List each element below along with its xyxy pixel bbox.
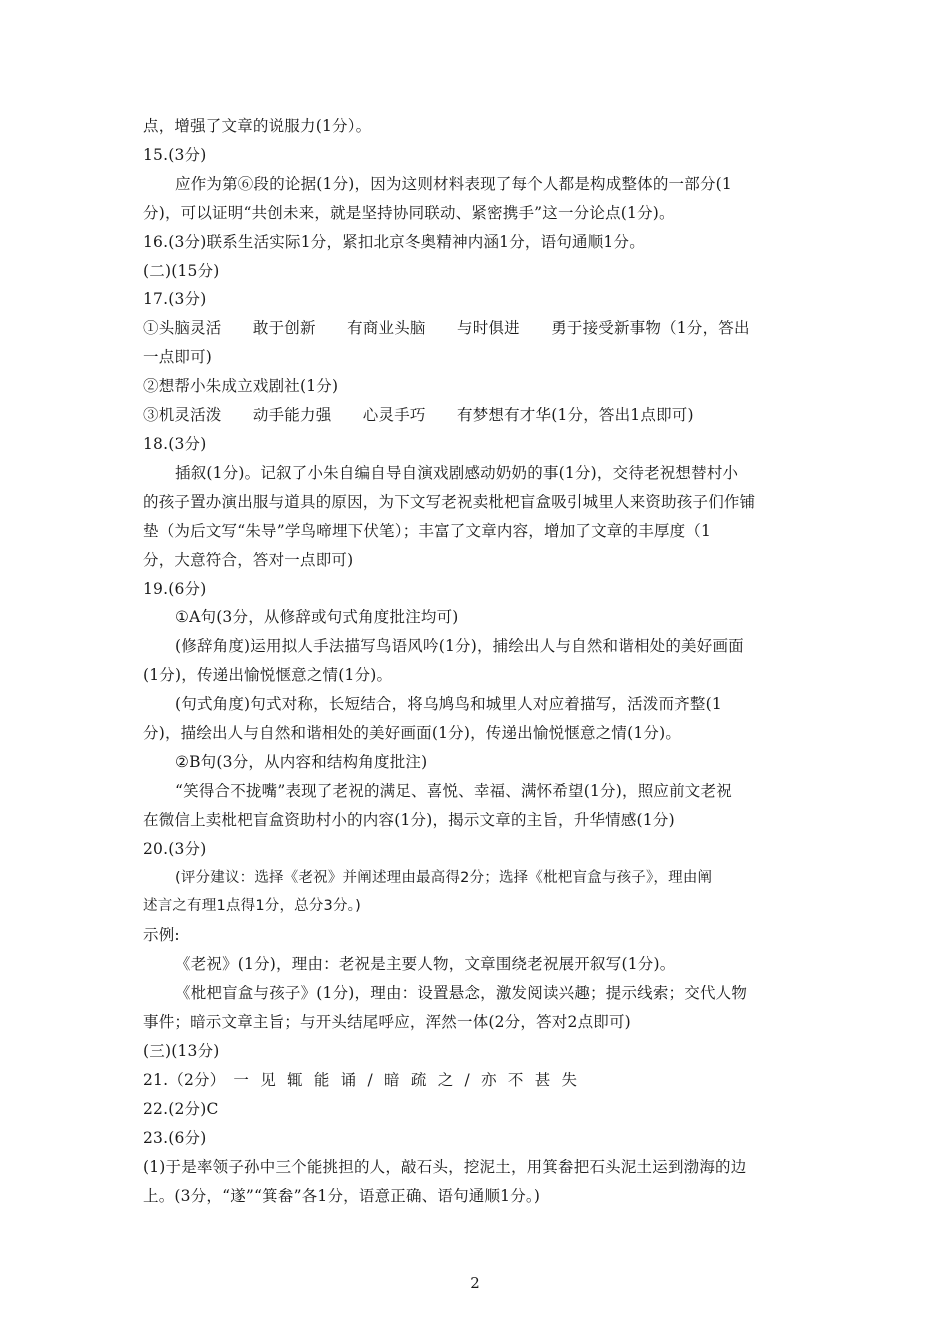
answer-line: (修辞角度)运用拟人手法描写鸟语风吟(1分)，捕绘出人与自然和谐相处的美好画面 [175,637,744,656]
question-20-header: 20.(3分) [143,839,207,858]
scoring-note: (评分建议：选择《老祝》并阐述理由最高得2分；选择《枇杷盲盒与孩子》，理由阐 [175,869,713,886]
answer-line: (句式角度)句式对称，长短结合，将乌鸠鸟和城里人对应着描写，活泼而齐整(1 [175,695,722,714]
answer-line: 上。(3分，“遂”“箕畚”各1分，语意正确、语句通顺1分。) [143,1186,541,1205]
section-2-header: (二)(15分) [143,261,220,280]
answer-line: ①A句(3分，从修辞或句式角度批注均可) [175,608,459,627]
answer-line: 应作为第⑥段的论据(1分)，因为这则材料表现了每个人都是构成整体的一部分(1 [175,174,732,193]
answer-line: 在微信上卖枇杷盲盒资助村小的内容(1分)，揭示文章的主旨，升华情感(1分) [143,810,675,829]
answer-line: “笑得合不拢嘴”表现了老祝的满足、喜悦、幸福、满怀希望(1分)，照应前文老祝 [175,781,732,800]
answer-line: 分)，描绘出人与自然和谐相处的美好画面(1分)，传递出愉悦惬意之情(1分)。 [143,724,682,743]
answer-line: ①头脑灵活 敢于创新 有商业头脑 与时俱进 勇于接受新事物（1分，答出 [143,319,750,338]
answer-line: ②B句(3分，从内容和结构角度批注) [175,752,428,771]
answer-line: 点，增强了文章的说服力(1分）。 [143,117,372,135]
answer-line: ③机灵活泼 动手能力强 心灵手巧 有梦想有才华(1分，答出1点即可) [143,406,694,425]
answer-line: 的孩子置办演出服与道具的原因，为下文写老祝卖枇杷盲盒吸引城里人来资助孩子们作铺 [143,492,756,511]
answer-line: 一点即可) [143,348,213,367]
page-number: 2 [470,1274,480,1292]
answer-line: ②想帮小朱成立戏剧社(1分) [143,377,339,396]
answer-line: 《枇杷盲盒与孩子》(1分)，理由：设置悬念，激发阅读兴趣；提示线索；交代人物 [175,984,748,1003]
question-15-header: 15.(3分) [143,145,207,164]
scoring-note: 述言之有理1点得1分，总分3分。) [143,898,361,915]
answer-line: 垫（为后文写“朱导”学鸟啼埋下伏笔）；丰富了文章内容，增加了文章的丰厚度（1 [143,521,712,540]
question-18-header: 18.(3分) [143,434,207,453]
answer-line: 《老祝》(1分)，理由：老祝是主要人物，文章围绕老祝展开叙写(1分)。 [175,955,676,974]
example-label: 示例: [143,926,180,945]
question-22-answer: 22.(2分)C [143,1099,219,1118]
answer-line: 分，大意符合，答对一点即可) [143,550,354,569]
question-16-header: 16.(3分)联系生活实际1分，紧扣北京冬奥精神内涵1分，语句通顺1分。 [143,232,645,251]
answer-key-page [143,112,811,1210]
question-19-header: 19.(6分) [143,579,207,598]
section-3-header: (三)(13分) [143,1042,220,1060]
question-21-answer: 21.（2分） 一 见 辄 能 诵 / 暗 疏 之 / 亦 不 甚 失 [143,1070,578,1089]
question-23-header: 23.(6分) [143,1128,207,1147]
answer-line: (1分)，传递出愉悦惬意之情(1分)。 [143,666,393,685]
answer-line: 插叙(1分)。记叙了小朱自编自导自演戏剧感动奶奶的事(1分)，交待老祝想替村小 [175,463,739,482]
answer-line: 事件；暗示文章主旨；与开头结尾呼应，浑然一体(2分，答对2点即可) [143,1013,631,1032]
answer-line: 分)，可以证明“共创未来，就是坚持协同联动、紧密携手”这一分论点(1分)。 [143,203,675,222]
question-17-header: 17.(3分) [143,290,207,309]
answer-line: (1)于是率领子孙中三个能挑担的人，敲石头，挖泥土，用箕畚把石头泥土运到渤海的边 [143,1157,747,1176]
